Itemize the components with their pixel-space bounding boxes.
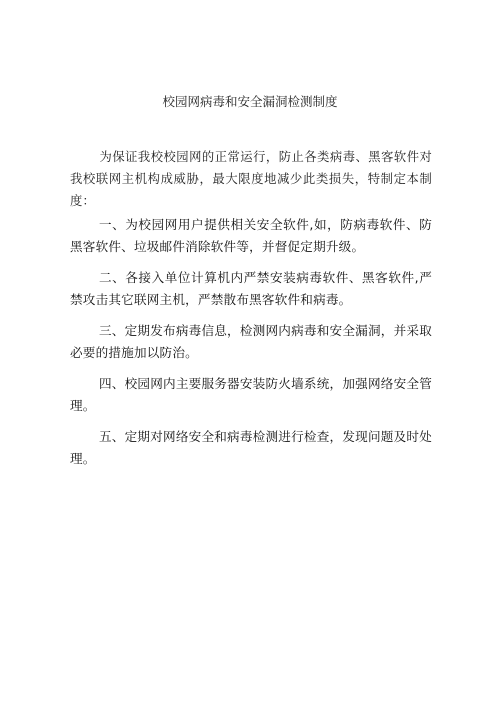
rule-item-2: 二、各接入单位计算机内严禁安装病毒软件、黑客软件,严禁攻击其它联网主机，严禁散布黑客软件和病毒。	[70, 270, 432, 307]
document-body	[70, 146, 432, 479]
rule-item-3: 三、定期发布病毒信息，检测网内病毒和安全漏洞，并采取必要的措施加以防治。	[70, 323, 432, 360]
intro-paragraph: 为保证我校校园网的正常运行，防止各类病毒、黑客软件对我校联网主机构成威胁，最大限度地减少此类损失，特制定本制度：	[70, 150, 432, 208]
rule-item-4: 四、校园网内主要服务器安装防火墙系统，加强网络安全管理。	[70, 376, 432, 413]
document-title: 校园网病毒和安全漏洞检测制度	[162, 94, 338, 109]
rule-item-5: 五、定期对网络安全和病毒检测进行检查，发现问题及时处理。	[70, 429, 432, 466]
rule-item-1: 一、为校园网用户提供相关安全软件,如，防病毒软件、防黑客软件、垃圾邮件消除软件等，并督促定期升级。	[70, 217, 432, 254]
